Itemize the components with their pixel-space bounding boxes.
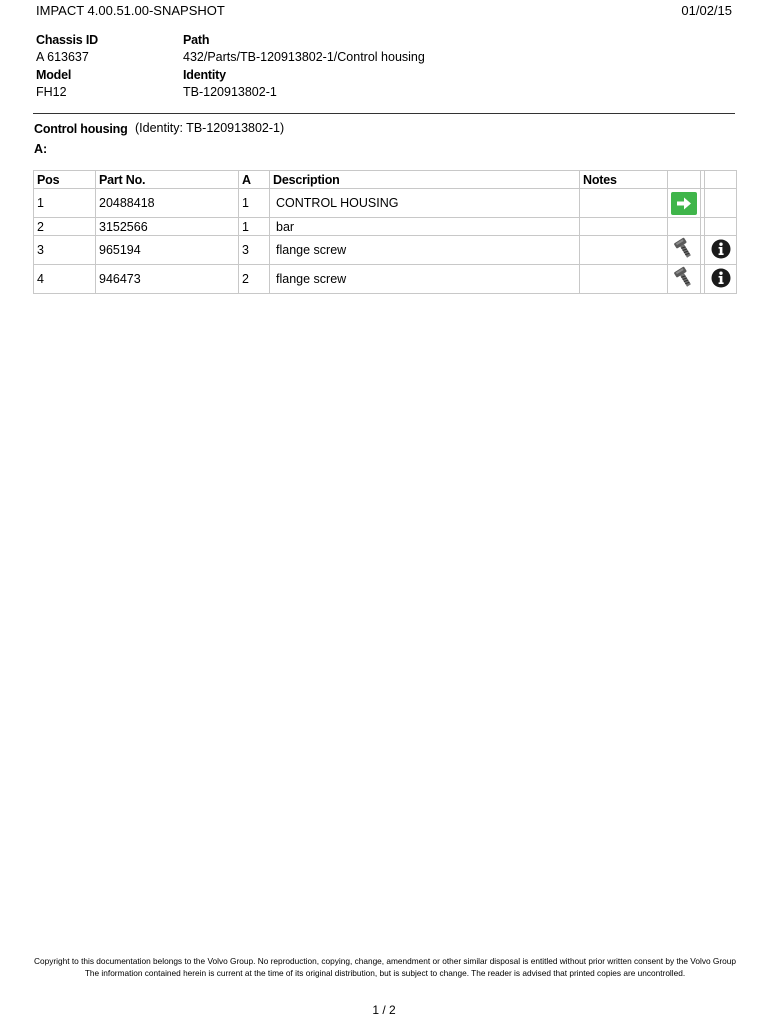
model-label: Model bbox=[36, 68, 72, 82]
table-row bbox=[34, 189, 737, 218]
screw-icon[interactable] bbox=[673, 237, 695, 264]
copyright-line-1: Copyright to this documentation belongs to the Volvo Group. No reproduction, copying, change, amendment or other similar disposal is entitled without prior written consent by the Volvo Group bbox=[34, 956, 736, 966]
path-label: Path bbox=[183, 33, 210, 47]
print-date: 01/02/15 bbox=[681, 3, 732, 18]
table-row bbox=[34, 265, 737, 294]
cell-action-2 bbox=[705, 218, 737, 236]
header-divider bbox=[33, 113, 735, 114]
identity-label: Identity bbox=[183, 68, 226, 82]
section-identity: (Identity: TB-120913802-1) bbox=[135, 121, 285, 135]
identity-value: TB-120913802-1 bbox=[183, 85, 277, 99]
cell-a: 1 bbox=[239, 189, 270, 218]
cell-action-2 bbox=[705, 265, 737, 294]
screw-icon[interactable] bbox=[673, 266, 695, 293]
parts-table bbox=[33, 170, 737, 294]
column-header-action-1 bbox=[668, 171, 701, 189]
cell-pos: 4 bbox=[34, 265, 96, 294]
cell-action-1 bbox=[668, 218, 701, 236]
info-icon[interactable] bbox=[710, 238, 732, 263]
cell-a: 3 bbox=[239, 236, 270, 265]
cell-description: flange screw bbox=[270, 236, 580, 265]
cell-pos: 3 bbox=[34, 236, 96, 265]
a-label: A: bbox=[34, 142, 48, 156]
copyright-line-2: The information contained herein is current at the time of its original distribution, but is subject to change. The reader is advised that printed copies are uncontrolled. bbox=[84, 968, 686, 978]
table-header-row bbox=[34, 171, 737, 189]
cell-a: 2 bbox=[239, 265, 270, 294]
column-header-action-2 bbox=[705, 171, 737, 189]
column-header-description: Description bbox=[270, 171, 580, 189]
arrow-right-icon[interactable] bbox=[671, 192, 697, 215]
column-header-part-no: Part No. bbox=[96, 171, 239, 189]
copyright-notice bbox=[34, 955, 736, 979]
cell-part-no[interactable]: 3152566 bbox=[96, 218, 239, 236]
column-header-pos: Pos bbox=[34, 171, 96, 189]
cell-part-no[interactable]: 20488418 bbox=[96, 189, 239, 218]
cell-a: 1 bbox=[239, 218, 270, 236]
column-header-a: A bbox=[239, 171, 270, 189]
cell-description: bar bbox=[270, 218, 580, 236]
cell-action-1 bbox=[668, 236, 701, 265]
path-value: 432/Parts/TB-120913802-1/Control housing bbox=[183, 50, 425, 64]
cell-notes bbox=[580, 265, 668, 294]
info-icon[interactable] bbox=[710, 267, 732, 292]
cell-notes bbox=[580, 218, 668, 236]
column-header-notes: Notes bbox=[580, 171, 668, 189]
chassis-id-label: Chassis ID bbox=[36, 33, 98, 47]
cell-description: flange screw bbox=[270, 265, 580, 294]
table-row bbox=[34, 218, 737, 236]
cell-action-2 bbox=[705, 236, 737, 265]
cell-description: CONTROL HOUSING bbox=[270, 189, 580, 218]
cell-pos: 2 bbox=[34, 218, 96, 236]
cell-notes bbox=[580, 236, 668, 265]
page-number: 1 / 2 bbox=[372, 1003, 396, 1017]
cell-action-2 bbox=[705, 189, 737, 218]
cell-notes bbox=[580, 189, 668, 218]
cell-action-1 bbox=[668, 189, 701, 218]
chassis-id-value: A 613637 bbox=[36, 50, 89, 64]
cell-action-1 bbox=[668, 265, 701, 294]
section-title: Control housing bbox=[34, 122, 128, 136]
cell-part-no[interactable]: 965194 bbox=[96, 236, 239, 265]
cell-pos: 1 bbox=[34, 189, 96, 218]
app-title: IMPACT 4.00.51.00-SNAPSHOT bbox=[36, 3, 225, 18]
model-value: FH12 bbox=[36, 85, 67, 99]
cell-part-no[interactable]: 946473 bbox=[96, 265, 239, 294]
table-row bbox=[34, 236, 737, 265]
